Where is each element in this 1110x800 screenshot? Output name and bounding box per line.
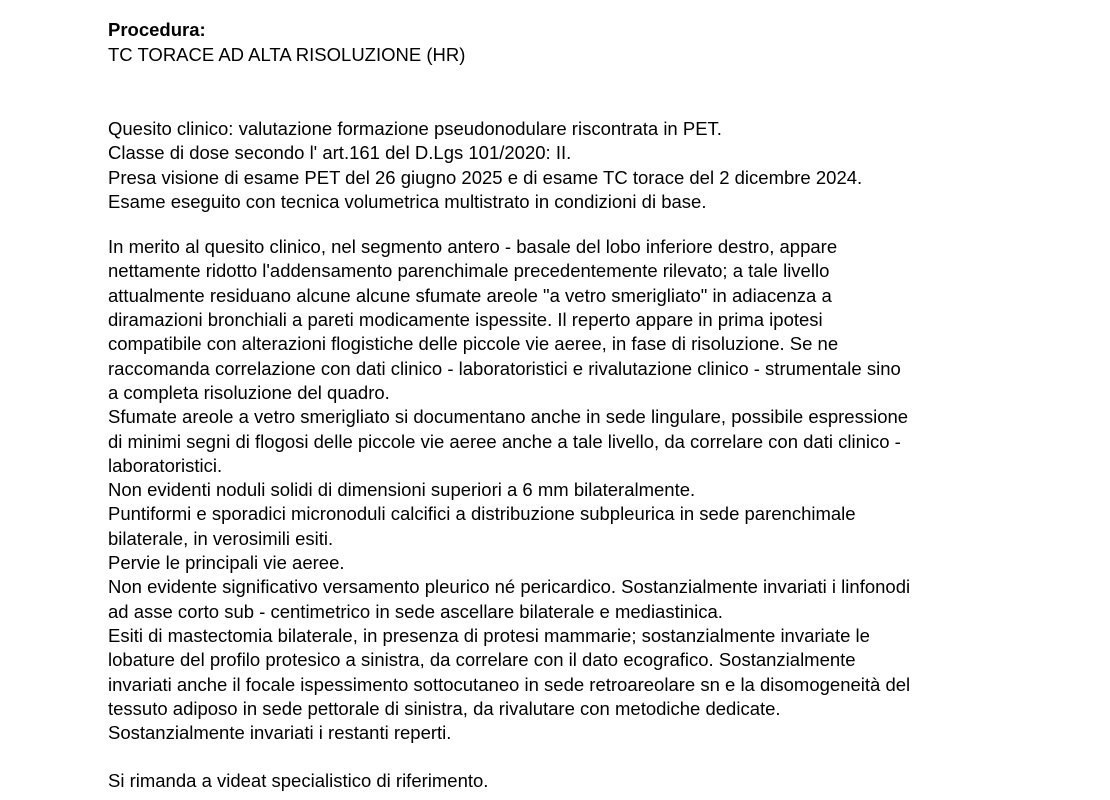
findings-line: Esiti di mastectomia bilaterale, in presenza di protesi mammarie; sostanzialmente invariate le xyxy=(108,624,870,646)
findings-line: tessuto adiposo in sede pettorale di sinistra, da rivalutare con metodiche dedicate. xyxy=(108,697,781,719)
intro-line: Esame eseguito con tecnica volumetrica multistrato in condizioni di base. xyxy=(108,190,707,212)
findings-line: compatibile con alterazioni flogistiche delle piccole vie aeree, in fase di risoluzione. Se ne xyxy=(108,333,839,355)
closing-text: Si rimanda a videat specialistico di riferimento. xyxy=(108,770,489,792)
findings-line: Sfumate areole a vetro smerigliato si documentano anche in sede lingulare, possibile espressione xyxy=(108,406,909,428)
findings-line: nettamente ridotto l'addensamento parenchimale precedentemente rilevato; a tale livello xyxy=(108,260,830,282)
findings-line: di minimi segni di flogosi delle piccole vie aeree anche a tale livello, da correlare con dati clinico - xyxy=(108,430,901,452)
findings-line: lobature del profilo protesico a sinistra, da correlare con il dato ecografico. Sostanzialmente xyxy=(108,649,856,671)
findings-line: Non evidenti noduli solidi di dimensioni superiori a 6 mm bilateralmente. xyxy=(108,479,696,501)
intro-line: Quesito clinico: valutazione formazione pseudonodulare riscontrata in PET. xyxy=(108,118,722,139)
findings-line: raccomanda correlazione con dati clinico - laboratoristici e rivalutazione clinico - strumentale sino xyxy=(108,357,901,379)
findings-line: laboratoristici. xyxy=(108,454,223,476)
findings-line: diramazioni bronchiali a pareti modicamente ispessite. Il reperto appare in prima ipotesi xyxy=(108,309,823,331)
findings-section xyxy=(108,235,910,745)
findings-line: ad asse corto sub - centimetrico in sede ascellare bilaterale e mediastinica. xyxy=(108,600,723,622)
report-document xyxy=(108,17,910,794)
findings-line: Sostanzialmente invariati i restanti reperti. xyxy=(108,722,452,744)
findings-line: a completa risoluzione del quadro. xyxy=(108,381,390,403)
intro-section xyxy=(108,117,910,214)
findings-line: attualmente residuano alcune alcune sfumate areole "a vetro smerigliato" in adiacenza a xyxy=(108,284,832,306)
findings-line: In merito al quesito clinico, nel segmento antero - basale del lobo inferiore destro, appare xyxy=(108,236,838,258)
intro-line: Presa visione di esame PET del 26 giugno 2025 e di esame TC torace del 2 dicembre 2024. xyxy=(108,166,863,188)
procedure-label: Procedura: xyxy=(108,19,206,40)
findings-line: bilaterale, in verosimili esiti. xyxy=(108,527,334,549)
procedure-section xyxy=(108,17,910,67)
findings-line: Non evidente significativo versamento pleurico né pericardico. Sostanzialmente invariati i linfonodi xyxy=(108,576,911,598)
findings-line: invariati anche il focale ispessimento sottocutaneo in sede retroareolare sn e la disomogeneità del xyxy=(108,673,911,695)
findings-line: Pervie le principali vie aeree. xyxy=(108,552,345,574)
intro-line: Classe di dose secondo l' art.161 del D.Lgs 101/2020: II. xyxy=(108,142,572,164)
findings-line: Puntiformi e sporadici micronoduli calcifici a distribuzione subpleurica in sede parenchimale xyxy=(108,503,856,525)
procedure-value: TC TORACE AD ALTA RISOLUZIONE (HR) xyxy=(108,44,466,65)
